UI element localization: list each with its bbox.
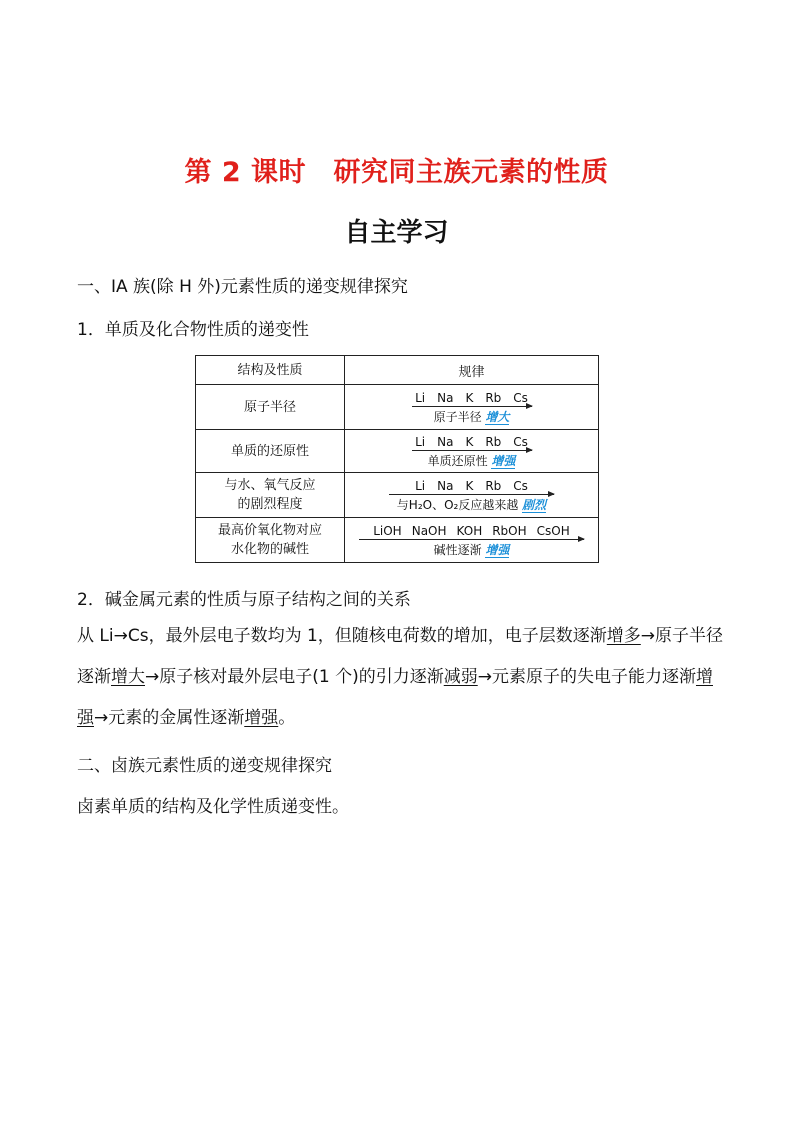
element-label: Na [437,435,454,449]
row-rule [345,473,599,518]
trend-arrow [412,406,532,407]
table-header-row [196,356,599,385]
underlined-answer: 减弱 [443,667,478,687]
table-row [196,473,599,518]
element-label: Li [415,391,426,405]
underlined-answer: 增多 [606,626,641,646]
element-label: KOH [456,524,483,538]
row-property: 单质的还原性 [196,430,345,473]
element-label: RbOH [492,524,527,538]
trend-text: 与H₂O、O₂反应越来越 [396,498,519,512]
element-list [345,433,598,449]
header-structure: 结构及性质 [196,356,345,385]
element-label: NaOH [411,524,447,538]
element-label: Na [437,479,454,493]
property-line: 的剧烈程度 [237,497,303,512]
item1-heading: 1．单质及化合物性质的递变性 [77,320,309,340]
table-row [196,385,599,430]
row-property [196,518,345,563]
trend-text: 碱性逐渐 [433,543,482,557]
underlined-answer: 增强 [77,667,713,728]
element-label: Cs [513,391,528,405]
section-subtitle: 自主学习 [344,218,449,248]
element-label: K [465,479,474,493]
element-label: Rb [485,391,502,405]
property-line: 最高价氧化物对应 [217,523,322,538]
element-label: Cs [513,435,528,449]
table-row [196,518,599,563]
paragraph-text: →元素原子的失电子能力逐渐 [477,667,696,687]
underlined-answer: 增强 [244,708,279,728]
trend-label [345,451,598,469]
row-rule [345,385,599,430]
row-property: 原子半径 [196,385,345,430]
element-list [345,477,598,493]
trend-label [345,495,598,513]
property-line: 水化物的碱性 [230,542,309,557]
trend-highlight: 增强 [485,543,510,557]
item2-heading: 2．碱金属元素的性质与原子结构之间的关系 [77,590,411,610]
element-label: Rb [485,479,502,493]
trend-arrow [389,494,554,495]
table-row [196,430,599,473]
row-rule [345,430,599,473]
element-label: Li [415,479,426,493]
underlined-answer: 增大 [111,667,145,687]
paragraph-text: →元素的金属性逐渐 [94,708,245,728]
row-property [196,473,345,518]
row-rule [345,518,599,563]
section1-heading: 一、ⅠA 族(除 H 外)元素性质的递变规律探究 [77,277,408,297]
trend-label [345,540,598,558]
paragraph-text: 。 [278,708,296,728]
trend-highlight: 增强 [491,454,516,468]
element-label: K [465,435,474,449]
paragraph-text: →原子核对最外层电子(1 个)的引力逐渐 [145,667,444,687]
element-label: Li [415,435,426,449]
page-title: 第 2 课时 研究同主族元素的性质 [184,157,609,188]
element-list [345,522,598,538]
trend-arrow [412,450,532,451]
element-label: Rb [485,435,502,449]
property-line: 与水、氧气反应 [224,478,316,493]
alkali-paragraph [77,616,727,739]
element-label: LiOH [373,524,402,538]
paragraph-text: 从 Li→Cs，最外层电子数均为 1，但随核电荷数的增加，电子层数逐渐 [77,626,607,646]
section2-text: 卤素单质的结构及化学性质递变性。 [77,797,349,817]
header-rule: 规律 [345,356,599,385]
properties-table [195,355,599,563]
trend-label [345,407,598,425]
element-label: Cs [513,479,528,493]
trend-arrow [359,539,584,540]
trend-text: 单质还原性 [427,454,488,468]
trend-highlight: 剧烈 [522,498,547,512]
paragraph-text: →原子半径逐渐 [77,626,724,687]
trend-highlight: 增大 [485,410,510,424]
element-label: K [465,391,474,405]
section2-heading: 二、卤族元素性质的递变规律探究 [77,756,332,776]
trend-text: 原子半径 [433,410,482,424]
element-list [345,389,598,405]
element-label: CsOH [536,524,570,538]
element-label: Na [437,391,454,405]
